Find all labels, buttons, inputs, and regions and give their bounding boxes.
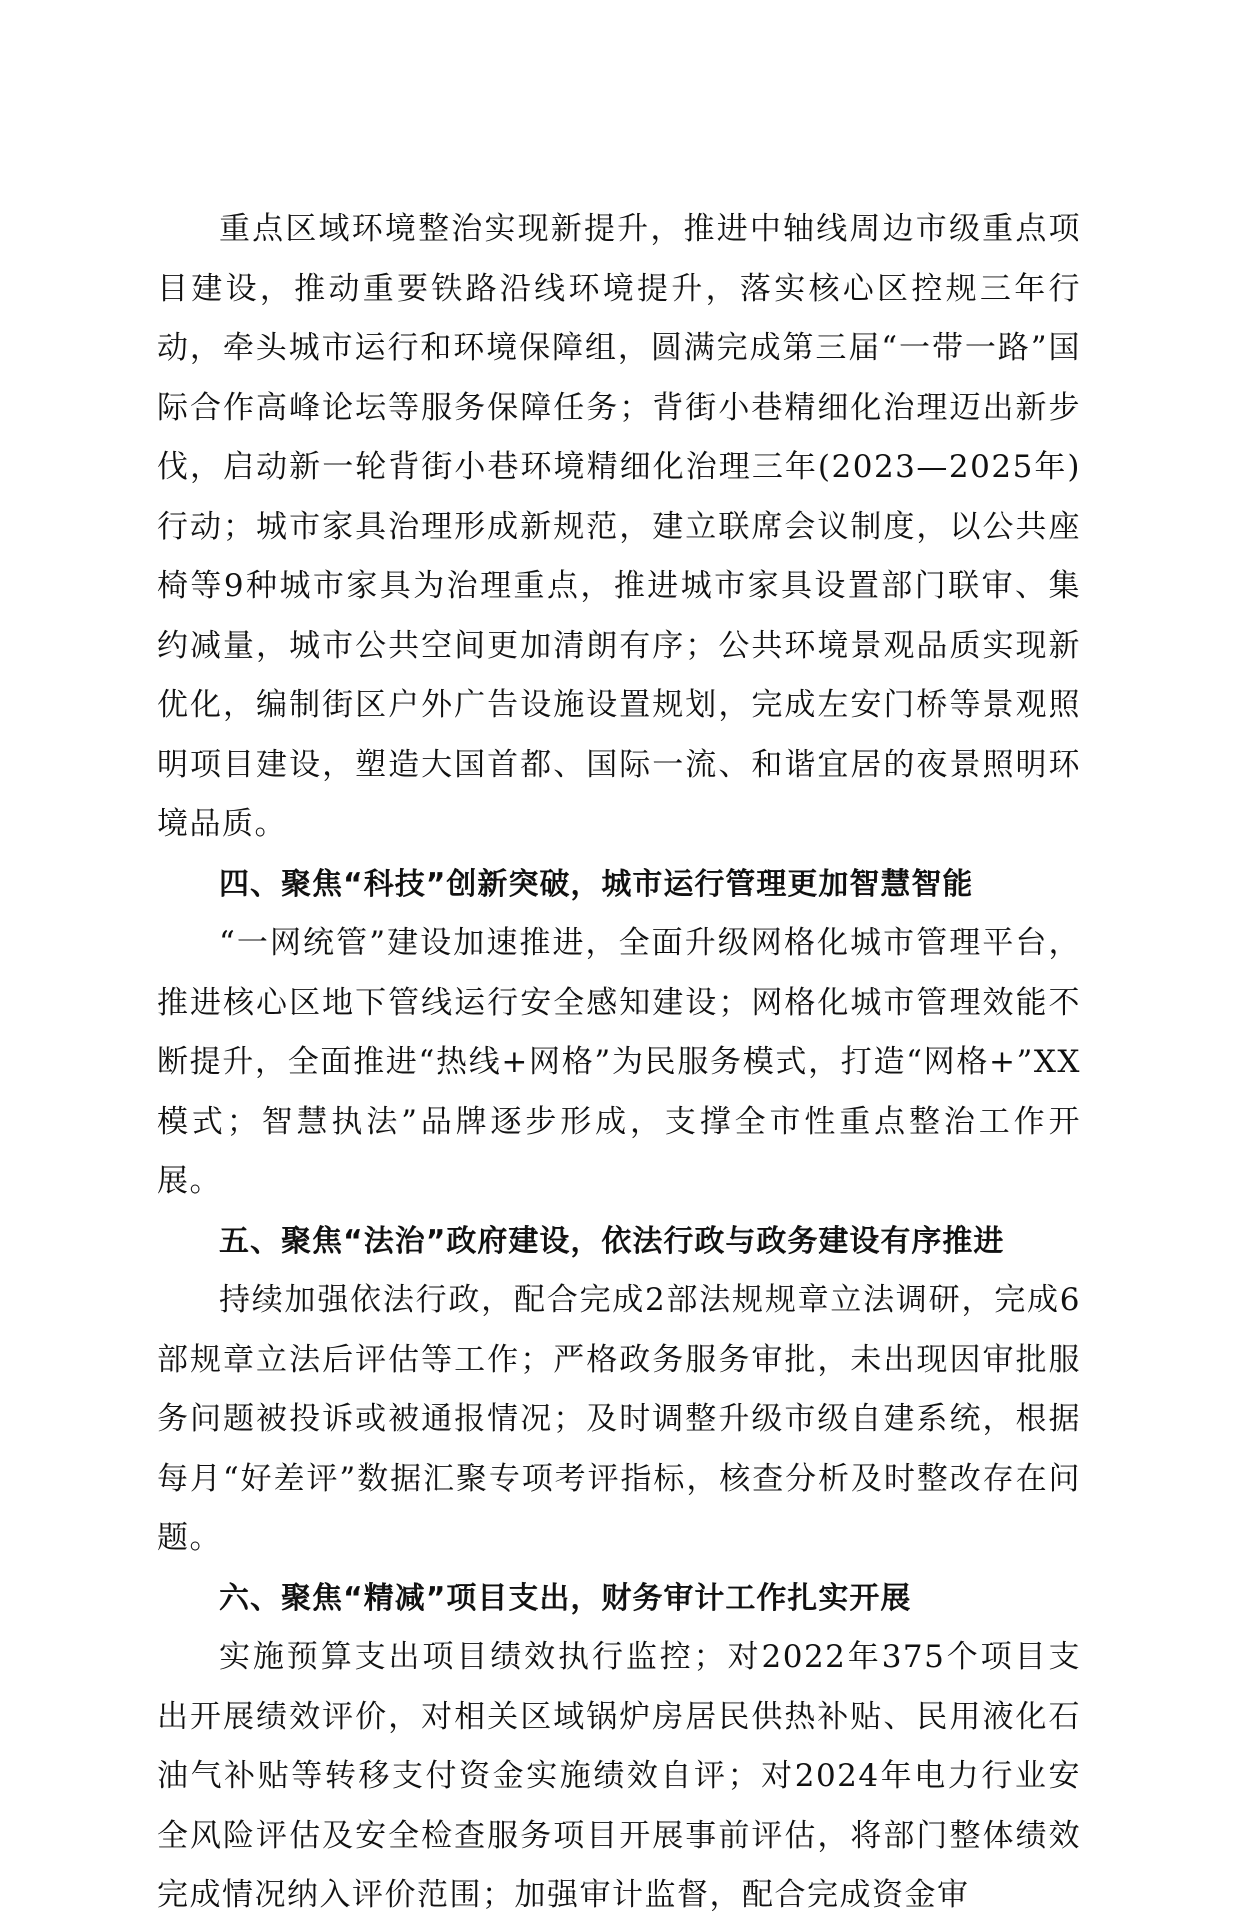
body-paragraph: 重点区域环境整治实现新提升，推进中轴线周边市级重点项目建设，推动重要铁路沿线环境提升，落实核心区控规三年行动，牵头城市运行和环境保障组，圆满完成第三届“一带一路”国际合作高峰论坛等服务保障任务；背街小巷精细化治理迈出新步伐，启动新一轮背街小巷环境精细化治理三年(2023—2025年)行动；城市家具治理形成新规范，建立联席会议制度，以公共座椅等9种城市家具为治理重点，推进城市家具设置部门联审、集约减量，城市公共空间更加清朗有序；公共环境景观品质实现新优化，编制街区户外广告设施设置规划，完成左安门桥等景观照明项目建设，塑造大国首都、国际一流、和谐宜居的夜景照明环境品质。 [157,211,1081,842]
section-heading-4: 四、聚焦“科技”创新突破，城市运行管理更加智慧智能 [219,866,974,902]
body-paragraph: 实施预算支出项目绩效执行监控；对2022年375个项目支出开展绩效评价，对相关区域锅炉房居民供热补贴、民用液化石油气补贴等转移支付资金实施绩效自评；对2024年电力行业安全风险评估及安全检查服务项目开展事前评估，将部门整体绩效完成情况纳入评价范围；加强审计监督，配合完成资金审 [157,1639,1081,1913]
section-heading-5: 五、聚焦“法治”政府建设，依法行政与政务建设有序推进 [219,1223,1005,1259]
body-paragraph: “一网统管”建设加速推进，全面升级网格化城市管理平台，推进核心区地下管线运行安全感知建设；网格化城市管理效能不断提升，全面推进“热线+网格”为民服务模式，打造“网格+”XX模式；智慧执法”品牌逐步形成，支撑全市性重点整治工作开展。 [157,925,1081,1199]
section-heading-6: 六、聚焦“精减”项目支出，财务审计工作扎实开展 [219,1580,912,1616]
document-page [157,200,1081,1926]
body-paragraph: 持续加强依法行政，配合完成2部法规规章立法调研，完成6部规章立法后评估等工作；严格政务服务审批，未出现因审批服务问题被投诉或被通报情况；及时调整升级市级自建系统，根据每月“好差评”数据汇聚专项考评指标，核查分析及时整改存在问题。 [157,1282,1081,1556]
